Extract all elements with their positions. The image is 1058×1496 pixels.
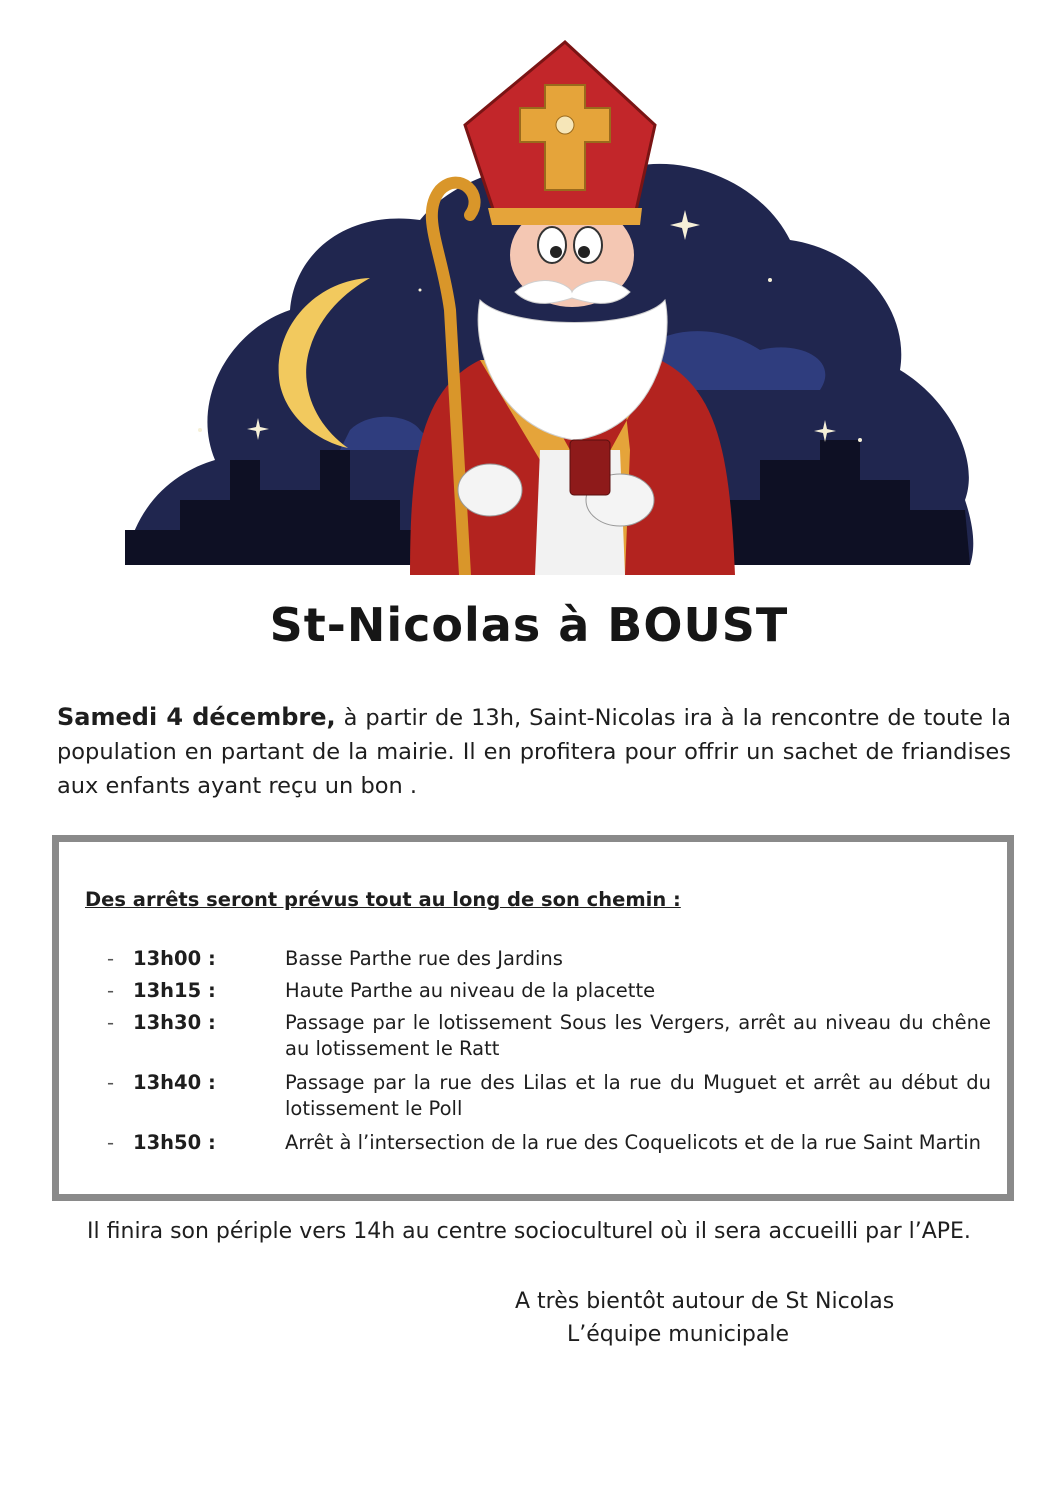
stop-time: 13h15 :	[133, 979, 216, 1002]
stop-time: 13h40 :	[133, 1071, 216, 1094]
stop-time: 13h50 :	[133, 1131, 216, 1154]
stop-place: Basse Parthe rue des Jardins	[285, 947, 563, 970]
stop-time: 13h00 :	[133, 947, 216, 970]
eye	[538, 227, 566, 263]
eye	[574, 227, 602, 263]
intro-lead: Samedi 4 décembre,	[57, 703, 336, 731]
signature-line: A très bientôt autour de St Nicolas	[515, 1289, 895, 1314]
signature	[515, 1285, 894, 1351]
mitre-band	[488, 208, 642, 225]
bullet: -	[107, 947, 115, 970]
book	[570, 440, 610, 495]
stop-time: 13h30 :	[133, 1011, 216, 1034]
bullet: -	[107, 1131, 115, 1154]
glove	[458, 464, 522, 516]
bullet: -	[107, 979, 115, 1002]
intro-text: à partir de 13h, Saint-Nicolas ira à la rencontre de toute la population en partant de la mairie. Il en profitera pour offrir un sachet de friandises aux enfants ayant reçu un bon .	[57, 705, 1011, 799]
signature-line: L’équipe municipale	[567, 1322, 790, 1347]
stop-place: Haute Parthe au niveau de la placette	[285, 979, 656, 1002]
closing-text: Il finira son périple vers 14h au centre socioculturel où il sera accueilli par l’APE.	[87, 1219, 971, 1244]
intro-paragraph	[57, 700, 1011, 803]
stop-place: Passage par le lotissement Sous les Vergers, arrêt au niveau du chêne au lotissement le Ratt	[285, 1011, 991, 1060]
stop-place: Arrêt à l’intersection de la rue des Coquelicots et de la rue Saint Martin	[285, 1131, 982, 1154]
bullet: -	[107, 1071, 115, 1094]
stops-box	[52, 835, 1014, 1201]
bullet: -	[107, 1011, 115, 1034]
saint-nicolas-illustration	[120, 30, 980, 575]
stop-place: Passage par la rue des Lilas et la rue du Muguet et arrêt au début du lotissement le Poll	[285, 1071, 991, 1120]
stops-heading: Des arrêts seront prévus tout au long de son chemin :	[85, 888, 681, 911]
page-title: St-Nicolas à BOUST	[269, 598, 789, 652]
